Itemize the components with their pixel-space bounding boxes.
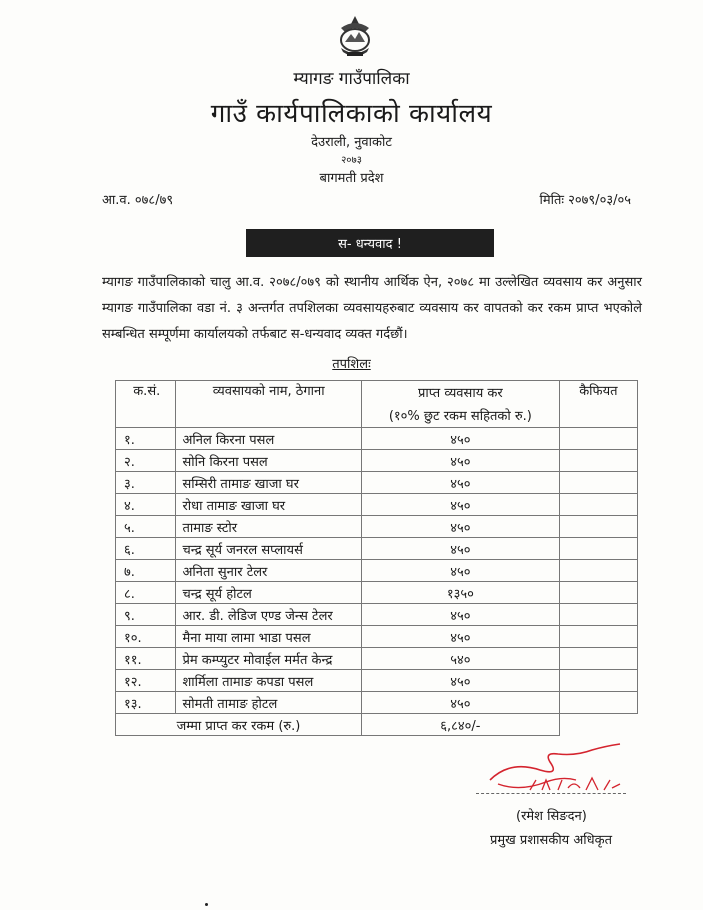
row-remarks: [559, 538, 637, 560]
row-name: सोमती तामाङ होटल: [176, 692, 362, 714]
province: बागमती प्रदेश: [319, 171, 384, 186]
row-name: प्रेम कम्प्युटर मोवाईल मर्मत केन्द्र: [176, 648, 362, 670]
row-sn: ८.: [116, 582, 176, 604]
signer-name: (रमेश सिङदन): [516, 809, 587, 824]
row-sn: ५.: [116, 516, 176, 538]
row-sn: १३.: [116, 692, 176, 714]
row-name: अनिल किरना पसल: [176, 428, 362, 450]
row-remarks: [559, 472, 637, 494]
signature-line: [476, 793, 626, 794]
row-sn: ७.: [116, 560, 176, 582]
row-sn: ९.: [116, 604, 176, 626]
header-amount-sub: (१०% छुट रकम सहितको रु.): [361, 403, 559, 428]
thanks-banner-text: स- धन्यवाद !: [338, 237, 402, 252]
row-name: शार्मिला तामाङ कपडा पसल: [176, 670, 362, 692]
table-row: [116, 472, 638, 494]
row-sn: ३.: [116, 472, 176, 494]
stray-mark: [205, 903, 208, 906]
details-label: [0, 354, 703, 372]
row-remarks: [559, 670, 637, 692]
row-remarks: [559, 604, 637, 626]
established-year: २०७३: [341, 155, 362, 166]
office-name: गाउँ कार्यपालिकाको कार्यालय: [210, 99, 493, 129]
row-amount: ४५०: [361, 516, 559, 538]
row-remarks: [559, 428, 637, 450]
fiscal-year: आ.व. ०७८/७९: [102, 193, 174, 208]
letter-date: मितिः २०७९/०३/०५: [539, 193, 631, 208]
total-remarks: [559, 714, 637, 736]
row-name: आर. डी. लेडिज एण्ड जेन्स टेलर: [176, 604, 362, 626]
row-sn: १२.: [116, 670, 176, 692]
details-label-text: तपशिलः: [332, 357, 371, 372]
row-name: रोधा तामाङ खाजा घर: [176, 494, 362, 516]
table-row: [116, 626, 638, 648]
signer-title: प्रमुख प्रशासकीय अधिकृत: [490, 833, 613, 848]
total-label: जम्मा प्राप्त कर रकम (रु.): [116, 714, 362, 736]
row-remarks: [559, 626, 637, 648]
government-emblem-icon: [335, 14, 375, 58]
header-sn: क.सं.: [116, 381, 176, 428]
row-amount: ४५०: [361, 560, 559, 582]
row-remarks: [559, 582, 637, 604]
table-row: [116, 582, 638, 604]
row-amount: ४५०: [361, 472, 559, 494]
row-name: तामाङ स्टोर: [176, 516, 362, 538]
table-header-row: [116, 381, 638, 404]
row-amount: ४५०: [361, 692, 559, 714]
row-name: मैना माया लामा भाडा पसल: [176, 626, 362, 648]
row-name: सोनि किरना पसल: [176, 450, 362, 472]
total-value: ६,८४०/-: [361, 714, 559, 736]
table-row: [116, 560, 638, 582]
table-row: [116, 692, 638, 714]
row-sn: ६.: [116, 538, 176, 560]
table-row: [116, 670, 638, 692]
table-row: [116, 450, 638, 472]
address: देउराली, नुवाकोट: [311, 135, 392, 150]
row-remarks: [559, 692, 637, 714]
row-amount: ४५०: [361, 604, 559, 626]
row-remarks: [559, 516, 637, 538]
row-amount: ४५०: [361, 538, 559, 560]
row-remarks: [559, 450, 637, 472]
row-name: अनिता सुनार टेलर: [176, 560, 362, 582]
table-row: [116, 516, 638, 538]
table-row: [116, 494, 638, 516]
row-sn: १.: [116, 428, 176, 450]
table-row: [116, 538, 638, 560]
org-name: म्यागङ गाउँपालिका: [293, 69, 410, 89]
header-remarks: कैफियत: [559, 381, 637, 428]
row-sn: २.: [116, 450, 176, 472]
row-remarks: [559, 494, 637, 516]
table-row: [116, 604, 638, 626]
row-amount: ४५०: [361, 626, 559, 648]
header-name: व्यवसायको नाम, ठेगाना: [176, 381, 362, 428]
header-amount: प्राप्त व्यवसाय कर: [361, 381, 559, 404]
row-amount: ४५०: [361, 494, 559, 516]
table-total-row: [116, 714, 638, 736]
thanks-banner: [246, 229, 494, 257]
signature-icon: [480, 740, 630, 800]
row-name: सम्सिरी तामाङ खाजा घर: [176, 472, 362, 494]
row-remarks: [559, 560, 637, 582]
row-amount: ४५०: [361, 450, 559, 472]
row-name: चन्द्र सूर्य जनरल सप्लायर्स: [176, 538, 362, 560]
row-amount: १३५०: [361, 582, 559, 604]
table-row: [116, 648, 638, 670]
row-amount: ५४०: [361, 648, 559, 670]
row-sn: १०.: [116, 626, 176, 648]
row-sn: ४.: [116, 494, 176, 516]
row-sn: ११.: [116, 648, 176, 670]
body-paragraph: म्यागङ गाउँपालिकाको चालु आ.व. २०७८/०७९ को स्थानीय आर्थिक ऐन, २०७८ मा उल्लेखित व्यवसाय कर अनुसार म्यागङ गाउँपालिका वडा नं. ३ अन्तर्गत तपशिलका व्यवसायहरुबाट व्यवसाय कर वापतको कर रकम प्राप्त भएकोले सम्बन्धित सम्पूर्णमा कार्यालयको तर्फबाट स-धन्यवाद व्यक्त गर्दछौं।: [102, 275, 642, 342]
tax-table: [115, 380, 638, 736]
row-name: चन्द्र सूर्य होटल: [176, 582, 362, 604]
table-row: [116, 428, 638, 450]
row-remarks: [559, 648, 637, 670]
row-amount: ४५०: [361, 670, 559, 692]
table-body: [116, 428, 638, 714]
row-amount: ४५०: [361, 428, 559, 450]
